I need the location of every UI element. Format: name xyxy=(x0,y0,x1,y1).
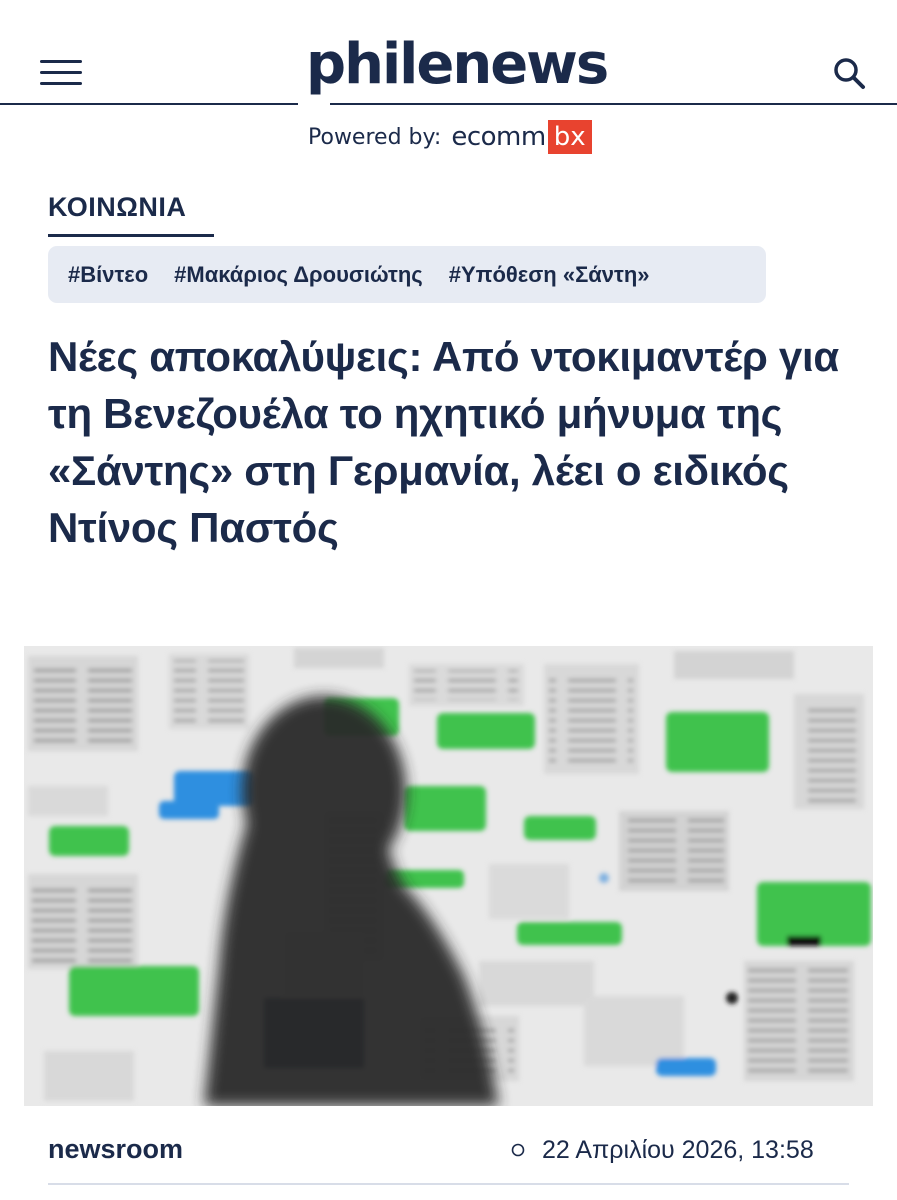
category-link[interactable]: ΚΟΙΝΩΝΙΑ xyxy=(48,192,187,222)
tag-santi-case[interactable]: #Υπόθεση «Σάντη» xyxy=(448,261,650,287)
clock-icon xyxy=(511,1143,525,1157)
powered-by-label: Powered by: xyxy=(308,124,442,150)
sponsor-banner[interactable] xyxy=(308,120,592,154)
hero-image xyxy=(24,646,873,1106)
header-divider-left xyxy=(0,103,298,105)
search-icon[interactable] xyxy=(832,56,868,92)
site-header xyxy=(0,0,897,170)
hamburger-menu-icon[interactable] xyxy=(40,56,84,90)
article-title: Νέες αποκαλύψεις: Από ντοκιμαντέρ για τη Βενεζουέλα το ηχητικό μήνυμα της «Σάντης» στη Γερμανία, λέει ο ειδικός Ντίνος Παστός xyxy=(48,333,839,551)
site-logo[interactable]: philenews xyxy=(306,32,608,97)
author-link[interactable]: newsroom xyxy=(48,1134,184,1164)
sponsor-logo-badge: bx xyxy=(548,120,592,154)
byline-divider xyxy=(48,1183,849,1185)
sponsor-logo-text: ecomm xyxy=(451,122,546,152)
category-underline xyxy=(48,234,214,237)
publish-date: 22 Απριλίου 2026, 13:58 xyxy=(542,1136,814,1164)
tag-makarios-drousiotis[interactable]: #Μακάριος Δρουσιώτης xyxy=(174,261,423,287)
tag-list xyxy=(48,246,766,303)
tag-video[interactable]: #Βίντεο xyxy=(68,261,149,287)
header-divider-right xyxy=(330,103,897,105)
